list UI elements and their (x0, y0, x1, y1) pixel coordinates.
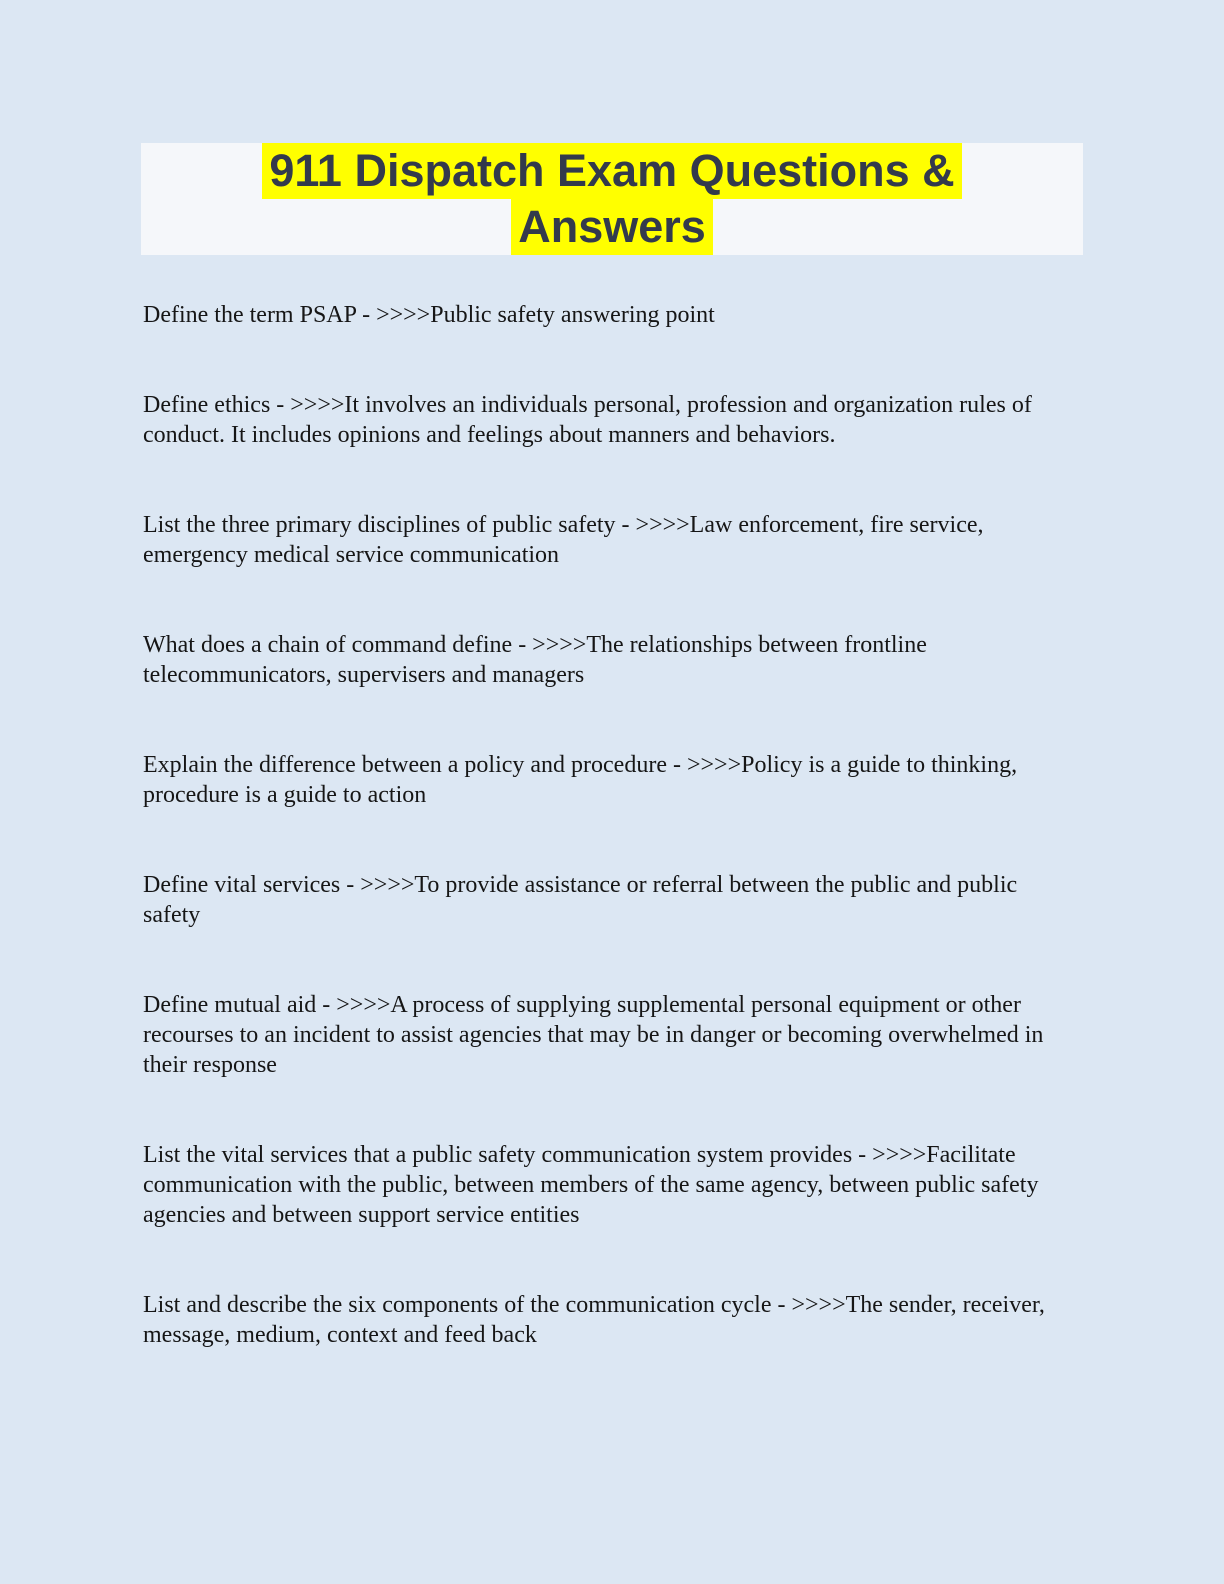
qa-item: Explain the difference between a policy and procedure - >>>>Policy is a guide to thinking, procedure is a guide to action (143, 752, 1018, 808)
qa-item: List the three primary disciplines of public safety - >>>>Law enforcement, fire service, emergency medical service communication (143, 512, 984, 568)
qa-item: List and describe the six components of the communication cycle - >>>>The sender, receiver, message, medium, context and feed back (143, 1292, 1045, 1348)
qa-list (143, 300, 1073, 1410)
title-banner (141, 143, 1083, 255)
qa-item: List the vital services that a public safety communication system provides - >>>>Facilitate communication with the public, between members of the same agency, between public safety agencies and between support service entities (143, 1142, 1039, 1228)
page-title-line2: Answers (511, 199, 713, 255)
page-title-line1: 911 Dispatch Exam Questions & (262, 143, 961, 199)
page-title (141, 143, 1083, 255)
qa-item: Define vital services - >>>>To provide assistance or referral between the public and public safety (143, 872, 1018, 928)
qa-item: Define mutual aid - >>>>A process of supplying supplemental personal equipment or other recourses to an incident to assist agencies that may be in danger or becoming overwhelmed in their response (143, 992, 1044, 1078)
qa-item: Define ethics - >>>>It involves an individuals personal, profession and organization rules of conduct. It includes opinions and feelings about manners and behaviors. (143, 392, 1032, 448)
qa-item: Define the term PSAP - >>>>Public safety answering point (143, 302, 715, 328)
qa-item: What does a chain of command define - >>>>The relationships between frontline telecommunicators, supervisers and managers (143, 632, 927, 688)
